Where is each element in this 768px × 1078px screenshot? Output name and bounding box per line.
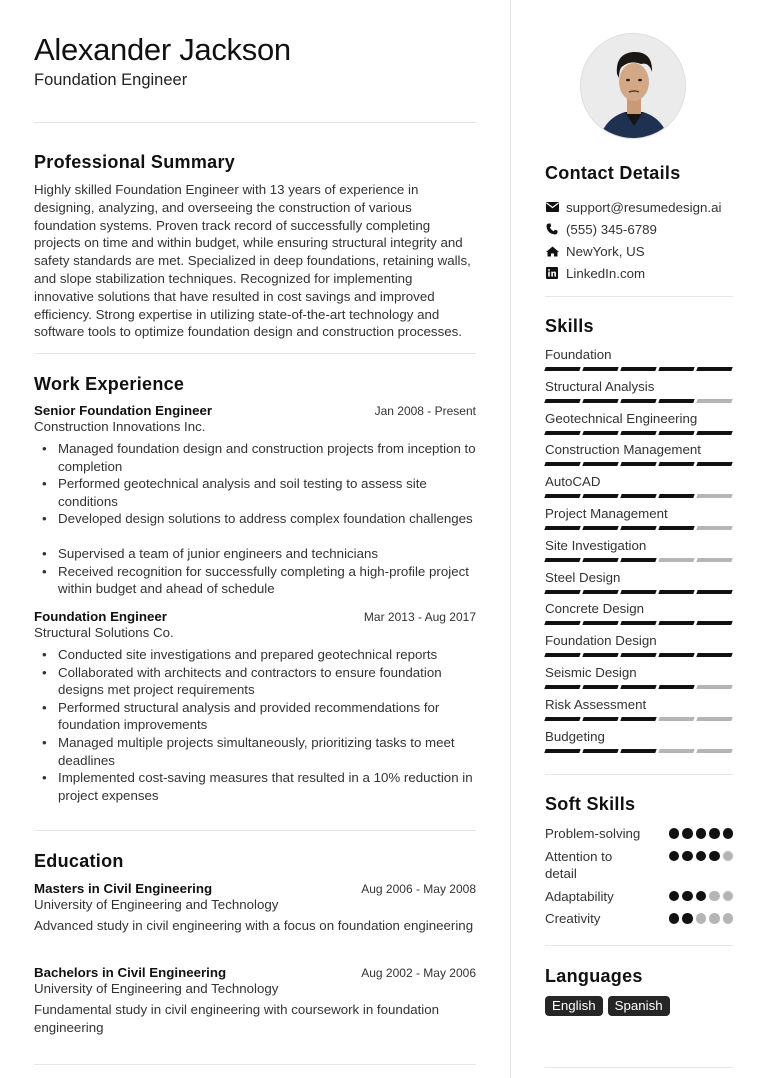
bullet-item: • Developed design solutions to address complex foundation challenges <box>58 510 476 528</box>
linkedin-icon <box>545 266 559 280</box>
divider <box>34 830 476 831</box>
soft-skill-name: Adaptability <box>545 888 614 904</box>
skill-level-segment <box>658 749 694 753</box>
rating-dot-icon <box>669 891 680 902</box>
skill-level-segment <box>582 590 618 594</box>
skill-level-segment <box>544 685 580 689</box>
skill-name: Steel Design <box>545 569 621 585</box>
skill-level-segment <box>696 367 732 371</box>
soft-skill-rating <box>669 851 734 862</box>
skill-item <box>545 696 733 728</box>
skill-level-segment <box>658 685 694 689</box>
skill-level-segment <box>658 717 694 721</box>
skill-item <box>545 728 733 760</box>
skill-item <box>545 600 733 632</box>
rating-dot-icon <box>696 891 707 902</box>
skill-level-segment <box>582 621 618 625</box>
skill-level-segment <box>658 462 694 466</box>
skill-level-segment <box>544 526 580 530</box>
language-badge: Spanish <box>608 996 670 1016</box>
job-entry <box>34 403 476 598</box>
skill-level-bar <box>545 653 733 657</box>
job-entry <box>34 609 476 804</box>
divider <box>545 774 733 775</box>
bullet-item: • Supervised a team of junior engineers and technicians <box>58 545 476 563</box>
candidate-role: Foundation Engineer <box>34 71 188 89</box>
skill-name: Seismic Design <box>545 664 637 680</box>
languages-list <box>545 996 670 1016</box>
skill-level-segment <box>582 685 618 689</box>
skill-level-segment <box>544 749 580 753</box>
rating-dot-icon <box>709 913 720 924</box>
skill-level-segment <box>582 653 618 657</box>
skill-level-segment <box>582 462 618 466</box>
skill-item <box>545 410 733 442</box>
degree-title: Masters in Civil Engineering <box>34 881 213 896</box>
skill-name: Risk Assessment <box>545 696 647 712</box>
skill-name: Structural Analysis <box>545 378 655 394</box>
skill-level-bar <box>545 621 733 625</box>
soft-skill-name: Problem-solving <box>545 826 641 841</box>
candidate-name: Alexander Jackson <box>34 32 291 67</box>
skill-level-segment <box>696 621 732 625</box>
skill-level-segment <box>696 399 732 403</box>
skill-level-segment <box>544 621 580 625</box>
skill-name: Concrete Design <box>545 601 645 617</box>
bullet-item: • Conducted site investigations and prepared geotechnical reports <box>58 646 476 664</box>
education-description: Advanced study in civil engineering with a focus on foundation engineering <box>34 918 474 933</box>
rating-dot-icon <box>696 913 707 924</box>
skill-name: Foundation Design <box>545 633 657 649</box>
skill-level-segment <box>658 621 694 625</box>
skill-level-segment <box>658 494 694 498</box>
skill-level-segment <box>696 431 732 435</box>
rating-dot-icon <box>669 851 680 862</box>
skill-level-segment <box>620 462 656 466</box>
skill-item <box>545 632 733 664</box>
rating-dot-icon <box>682 851 693 862</box>
skill-level-segment <box>696 494 732 498</box>
rating-dot-icon <box>682 828 693 839</box>
education-entry <box>34 965 476 1036</box>
skill-level-bar <box>545 431 733 435</box>
skill-level-segment <box>658 653 694 657</box>
rating-dot-icon <box>682 913 693 924</box>
skill-level-segment <box>582 749 618 753</box>
rating-dot-icon <box>669 828 680 839</box>
skills-list <box>545 346 733 759</box>
skill-level-segment <box>582 399 618 403</box>
skill-level-segment <box>620 494 656 498</box>
job-title: Foundation Engineer <box>34 609 167 624</box>
soft-skill-item <box>545 825 733 843</box>
contact-text: LinkedIn.com <box>566 265 646 281</box>
divider <box>34 1064 476 1065</box>
skill-level-segment <box>658 399 694 403</box>
skill-level-segment <box>544 462 580 466</box>
profile-photo <box>580 33 686 139</box>
school-name: University of Engineering and Technology <box>34 981 279 996</box>
skill-level-segment <box>544 590 580 594</box>
skill-item <box>545 346 733 378</box>
skill-name: Geotechnical Engineering <box>545 410 698 426</box>
soft-skills-title: Soft Skills <box>545 794 636 814</box>
degree-title: Bachelors in Civil Engineering <box>34 965 227 980</box>
skill-level-segment <box>544 431 580 435</box>
job-bullets <box>34 440 476 598</box>
divider <box>545 1067 733 1068</box>
language-badge: English <box>545 996 603 1016</box>
rating-dot-icon <box>709 891 720 902</box>
skill-level-segment <box>544 367 580 371</box>
skill-level-segment <box>620 367 656 371</box>
skill-level-bar <box>545 526 733 530</box>
divider <box>545 945 733 946</box>
skill-level-segment <box>582 717 618 721</box>
skill-level-segment <box>582 494 618 498</box>
skill-level-bar <box>545 749 733 753</box>
soft-skill-item <box>545 888 733 906</box>
skill-level-segment <box>658 526 694 530</box>
divider <box>34 353 476 354</box>
skill-level-segment <box>544 399 580 403</box>
education-entry <box>34 881 476 935</box>
contact-text: (555) 345-6789 <box>566 221 657 237</box>
skill-level-segment <box>582 526 618 530</box>
skill-level-bar <box>545 717 733 721</box>
rating-dot-icon <box>696 851 707 862</box>
job-dates: Jan 2008 - Present <box>374 404 476 418</box>
bullet-item: • Collaborated with architects and contractors to ensure foundation designs met project requirements <box>58 664 476 699</box>
skill-level-segment <box>544 653 580 657</box>
job-company: Construction Innovations Inc. <box>34 419 206 434</box>
skill-item <box>545 378 733 410</box>
rating-dot-icon <box>723 828 734 839</box>
skill-level-segment <box>582 558 618 562</box>
skill-level-segment <box>620 558 656 562</box>
skill-name: Project Management <box>545 505 668 521</box>
skill-level-segment <box>620 526 656 530</box>
skill-level-bar <box>545 558 733 562</box>
skill-item <box>545 441 733 473</box>
skill-level-segment <box>620 590 656 594</box>
skill-level-bar <box>545 367 733 371</box>
languages-title: Languages <box>545 966 643 986</box>
phone-icon <box>545 222 559 236</box>
column-divider <box>510 0 511 1078</box>
skill-level-segment <box>696 590 732 594</box>
skill-level-segment <box>620 685 656 689</box>
skill-name: Site Investigation <box>545 537 647 553</box>
soft-skill-item <box>545 910 733 928</box>
skill-level-segment <box>696 558 732 562</box>
skill-level-bar <box>545 399 733 403</box>
soft-skills-list <box>545 825 733 933</box>
education-dates: Aug 2002 - May 2006 <box>361 966 476 980</box>
skill-level-segment <box>544 494 580 498</box>
contact-text: support@resumedesign.ai <box>566 199 722 215</box>
rating-dot-icon <box>696 828 707 839</box>
skill-level-bar <box>545 685 733 689</box>
skill-level-segment <box>696 526 732 530</box>
skill-level-segment <box>582 367 618 371</box>
skill-level-segment <box>658 558 694 562</box>
bullet-item: • Implemented cost-saving measures that resulted in a 10% reduction in project expenses <box>58 769 476 804</box>
skill-level-segment <box>544 717 580 721</box>
experience-title: Work Experience <box>34 374 185 394</box>
skill-name: Budgeting <box>545 728 605 744</box>
soft-skill-rating <box>669 913 734 924</box>
skills-title: Skills <box>545 316 594 336</box>
skill-item <box>545 664 733 696</box>
soft-skill-rating <box>669 828 734 839</box>
home-icon <box>545 244 559 258</box>
job-title: Senior Foundation Engineer <box>34 403 213 418</box>
skill-level-segment <box>544 558 580 562</box>
rating-dot-icon <box>723 851 734 862</box>
contact-phone[interactable] <box>545 218 733 240</box>
rating-dot-icon <box>723 913 734 924</box>
soft-skill-item <box>545 848 733 883</box>
contact-linkedin[interactable] <box>545 262 733 284</box>
skill-level-segment <box>620 431 656 435</box>
job-bullets <box>34 646 476 804</box>
rating-dot-icon <box>723 891 734 902</box>
envelope-icon <box>545 200 559 214</box>
rating-dot-icon <box>709 851 720 862</box>
education-title: Education <box>34 851 124 871</box>
skill-level-segment <box>658 431 694 435</box>
skill-level-segment <box>658 590 694 594</box>
bullet-item: • Managed foundation design and construction projects from inception to completion <box>58 440 476 475</box>
bullet-item: • Received recognition for successfully completing a high-profile project within budget and ahead of schedule <box>58 563 476 598</box>
skill-level-segment <box>620 399 656 403</box>
job-company: Structural Solutions Co. <box>34 625 174 640</box>
skill-level-segment <box>658 367 694 371</box>
contact-list <box>545 196 733 284</box>
skill-item <box>545 537 733 569</box>
contact-location <box>545 240 733 262</box>
divider <box>545 296 733 297</box>
skill-level-segment <box>696 749 732 753</box>
skill-item <box>545 473 733 505</box>
rating-dot-icon <box>669 913 680 924</box>
contact-title: Contact Details <box>545 163 681 183</box>
skill-level-bar <box>545 590 733 594</box>
skill-level-segment <box>696 685 732 689</box>
skill-level-segment <box>696 717 732 721</box>
skill-level-bar <box>545 494 733 498</box>
education-description: Fundamental study in civil engineering with coursework in foundation engineering <box>34 1002 440 1035</box>
skill-item <box>545 569 733 601</box>
summary-text: Highly skilled Foundation Engineer with 13 years of experience in designing, analyzing, and overseeing the construction of various foundation systems. Proven track record of successfully completing projects on time and within budget, while ensuring structural integrity and safety standards are met. Specialized in deep foundations, retaining walls, and slope stabilization techniques. Recognized for implementing innovative solutions that have resulted in cost savings and improved efficiency. Strong expertise in utilizing state-of-the-art technology and software tools to optimize foundation design and construction processes. <box>34 182 471 340</box>
soft-skill-name: Attention to detail <box>545 848 613 881</box>
soft-skill-name: Creativity <box>545 911 601 926</box>
skill-level-segment <box>620 653 656 657</box>
skill-level-segment <box>582 431 618 435</box>
summary-title: Professional Summary <box>34 152 236 172</box>
skill-level-bar <box>545 462 733 466</box>
skill-name: Construction Management <box>545 442 701 458</box>
school-name: University of Engineering and Technology <box>34 897 279 912</box>
divider <box>34 122 476 123</box>
bullet-item: • Performed geotechnical analysis and soil testing to assess site conditions <box>58 475 476 510</box>
soft-skill-rating <box>669 891 734 902</box>
contact-email[interactable] <box>545 196 733 218</box>
contact-text: NewYork, US <box>566 243 645 259</box>
rating-dot-icon <box>709 828 720 839</box>
skill-item <box>545 505 733 537</box>
bullet-item: • Performed structural analysis and provided recommendations for foundation improvements <box>58 699 476 734</box>
skill-level-segment <box>620 717 656 721</box>
bullet-item: • Managed multiple projects simultaneously, prioritizing tasks to meet deadlines <box>58 734 476 769</box>
education-dates: Aug 2006 - May 2008 <box>361 882 476 896</box>
job-dates: Mar 2013 - Aug 2017 <box>363 610 476 624</box>
skill-level-segment <box>696 462 732 466</box>
rating-dot-icon <box>682 891 693 902</box>
skill-level-segment <box>620 749 656 753</box>
skill-level-segment <box>620 621 656 625</box>
skill-name: Foundation <box>545 347 612 362</box>
skill-level-segment <box>696 653 732 657</box>
skill-name: AutoCAD <box>545 474 601 490</box>
